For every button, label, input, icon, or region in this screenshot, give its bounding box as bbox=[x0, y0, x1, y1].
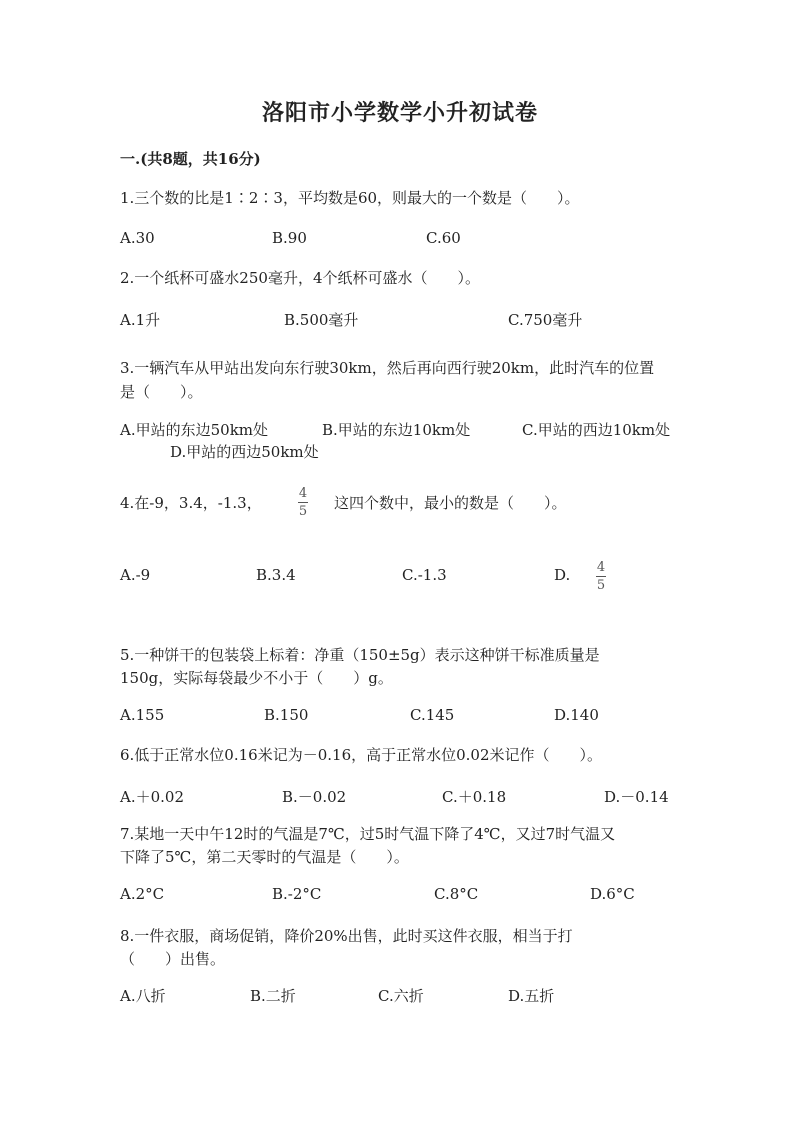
q7-option-c[interactable]: C.8°C bbox=[434, 885, 479, 903]
q2-option-c[interactable]: C.750毫升 bbox=[508, 311, 583, 329]
q4-option-d-numerator: 4 bbox=[596, 560, 606, 575]
q4-option-d[interactable]: D. bbox=[554, 566, 571, 584]
question-8-line-1: 8.一件衣服，商场促销，降价20%出售，此时买这件衣服，相当于打 bbox=[120, 927, 573, 945]
question-7-line-1: 7.某地一天中午12时的气温是7℃，过5时气温下降了4℃，又过7时气温又 bbox=[120, 825, 616, 843]
q4-fraction-denominator: 5 bbox=[298, 504, 308, 519]
q1-option-a[interactable]: A.30 bbox=[120, 229, 155, 247]
q3-option-a[interactable]: A.甲站的东边50km处 bbox=[120, 421, 269, 439]
q2-option-a[interactable]: A.1升 bbox=[120, 311, 161, 329]
q2-option-b[interactable]: B.500毫升 bbox=[284, 311, 359, 329]
q1-option-c[interactable]: C.60 bbox=[426, 229, 461, 247]
q1-option-b[interactable]: B.90 bbox=[272, 229, 307, 247]
q8-option-a[interactable]: A.八折 bbox=[120, 987, 166, 1005]
q6-option-d[interactable]: D.－0.14 bbox=[604, 788, 669, 806]
question-5-line-1: 5.一种饼干的包装袋上标着：净重（150±5g）表示这种饼干标准质量是 bbox=[120, 646, 600, 664]
q8-option-c[interactable]: C.六折 bbox=[378, 987, 424, 1005]
q4-option-a[interactable]: A.-9 bbox=[120, 566, 151, 584]
question-5-line-2: 150g，实际每袋最少不小于（ ）g。 bbox=[120, 669, 393, 687]
q4-option-d-bar bbox=[596, 576, 606, 577]
q4-option-d-denominator: 5 bbox=[596, 578, 606, 593]
question-3-line-1: 3.一辆汽车从甲站出发向东行驶30km，然后再向西行驶20km，此时汽车的位置 bbox=[120, 359, 655, 377]
q5-option-c[interactable]: C.145 bbox=[410, 706, 455, 724]
q7-option-d[interactable]: D.6°C bbox=[590, 885, 635, 903]
question-7-line-2: 下降了5℃，第二天零时的气温是（ ）。 bbox=[120, 848, 409, 866]
question-6: 6.低于正常水位0.16米记为－0.16，高于正常水位0.02米记作（ ）。 bbox=[120, 746, 603, 764]
q4-option-d-fraction bbox=[596, 561, 606, 592]
q6-option-a[interactable]: A.＋0.02 bbox=[120, 788, 184, 806]
q4-fraction-numerator: 4 bbox=[298, 486, 308, 501]
question-2: 2.一个纸杯可盛水250毫升，4个纸杯可盛水（ ）。 bbox=[120, 269, 480, 287]
q5-option-a[interactable]: A.155 bbox=[120, 706, 165, 724]
question-4-text-after: 这四个数中，最小的数是（ ）。 bbox=[334, 494, 567, 512]
section-heading: 一.(共8题，共16分) bbox=[120, 150, 261, 168]
q4-fraction bbox=[298, 487, 308, 518]
q6-option-c[interactable]: C.＋0.18 bbox=[442, 788, 507, 806]
q4-fraction-bar bbox=[298, 502, 308, 503]
q5-option-b[interactable]: B.150 bbox=[264, 706, 309, 724]
q7-option-a[interactable]: A.2°C bbox=[120, 885, 165, 903]
q4-option-b[interactable]: B.3.4 bbox=[256, 566, 296, 584]
q6-option-b[interactable]: B.－0.02 bbox=[282, 788, 347, 806]
q3-option-c[interactable]: C.甲站的西边10km处 bbox=[522, 421, 671, 439]
question-1: 1.三个数的比是1∶2∶3，平均数是60，则最大的一个数是（ ）。 bbox=[120, 189, 580, 207]
q7-option-b[interactable]: B.-2°C bbox=[272, 885, 322, 903]
q8-option-d[interactable]: D.五折 bbox=[508, 987, 555, 1005]
q3-option-b[interactable]: B.甲站的东边10km处 bbox=[322, 421, 471, 439]
question-3-line-2: 是（ ）。 bbox=[120, 383, 203, 401]
q8-option-b[interactable]: B.二折 bbox=[250, 987, 296, 1005]
page-title: 洛阳市小学数学小升初试卷 bbox=[261, 100, 538, 126]
q4-option-c[interactable]: C.-1.3 bbox=[402, 566, 447, 584]
q5-option-d[interactable]: D.140 bbox=[554, 706, 599, 724]
q3-option-d[interactable]: D.甲站的西边50km处 bbox=[170, 443, 319, 461]
question-4-text-before: 4.在-9，3.4，-1.3， bbox=[120, 494, 262, 512]
question-8-line-2: （ ）出售。 bbox=[120, 950, 226, 968]
